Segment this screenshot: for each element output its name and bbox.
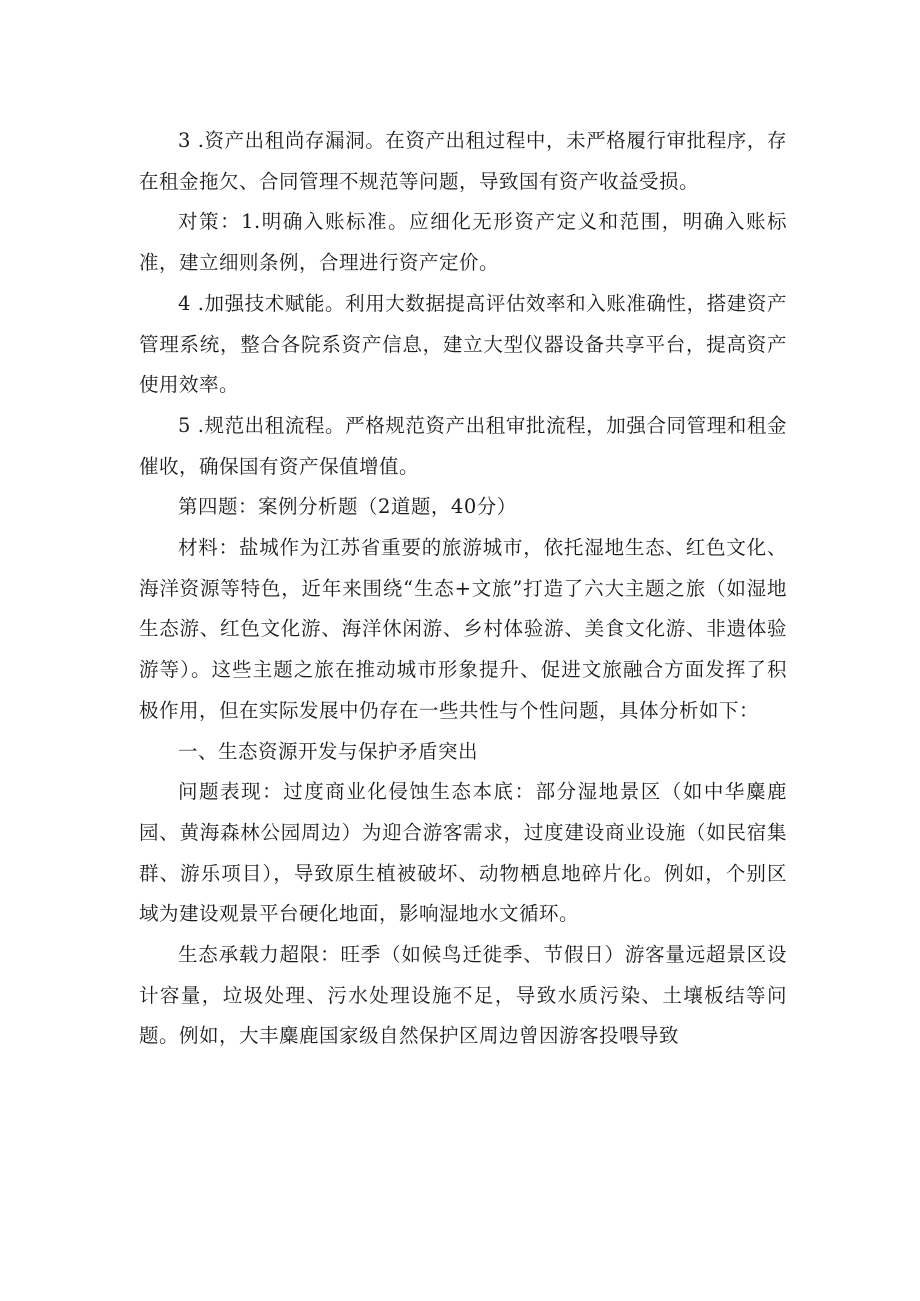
section-heading-question-4: 第四题：案例分析题（2道题，40分）: [178, 495, 517, 519]
document-body: [139, 121, 787, 1057]
paragraph-problem-overcommercialization: 问题表现：过度商业化侵蚀生态本底：部分湿地景区（如中华麋鹿园、黄海森林公园周边）为迎合游客需求，过度建设商业设施（如民宿集群、游乐项目），导致原生植被破坏、动物栖息地碎片化。例如，个别区域为建设观景平台硬化地面，影响湿地水文循环。: [139, 780, 787, 926]
subheading-ecology-conflict: 一、生态资源开发与保护矛盾突出: [178, 739, 479, 763]
paragraph-asset-leasing-loophole: 3 .资产出租尚存漏洞。在资产出租过程中，未严格履行审批程序，存在租金拖欠、合同管理不规范等问题，导致国有资产收益受损。: [139, 129, 787, 193]
paragraph-countermeasure-4: 4 .加强技术赋能。利用大数据提高评估效率和入账准确性，搭建资产管理系统，整合各院系资产信息，建立大型仪器设备共享平台，提高资产使用效率。: [139, 291, 787, 397]
paragraph-countermeasure-5: 5 .规范出租流程。严格规范资产出租审批流程，加强合同管理和租金催收，确保国有资产保值增值。: [139, 413, 787, 478]
paragraph-countermeasure-1: 对策：1.明确入账标准。应细化无形资产定义和范围，明确入账标准，建立细则条例，合理进行资产定价。: [139, 210, 787, 275]
paragraph-material: 材料：盐城作为江苏省重要的旅游城市，依托湿地生态、红色文化、海洋资源等特色，近年来围绕“生态+文旅”打造了六大主题之旅（如湿地生态游、红色文化游、海洋休闲游、乡村体验游、美食文化游、非遗体验游等）。这些主题之旅在推动城市形象提升、促进文旅融合方面发挥了积极作用，但在实际发展中仍存在一些共性与个性问题，具体分析如下：: [139, 536, 787, 722]
paragraph-carrying-capacity: 生态承载力超限：旺季（如候鸟迁徙季、节假日）游客量远超景区设计容量，垃圾处理、污水处理设施不足，导致水质污染、土壤板结等问题。例如，大丰麋鹿国家级自然保护区周边曾因游客投喂导致: [139, 943, 787, 1048]
